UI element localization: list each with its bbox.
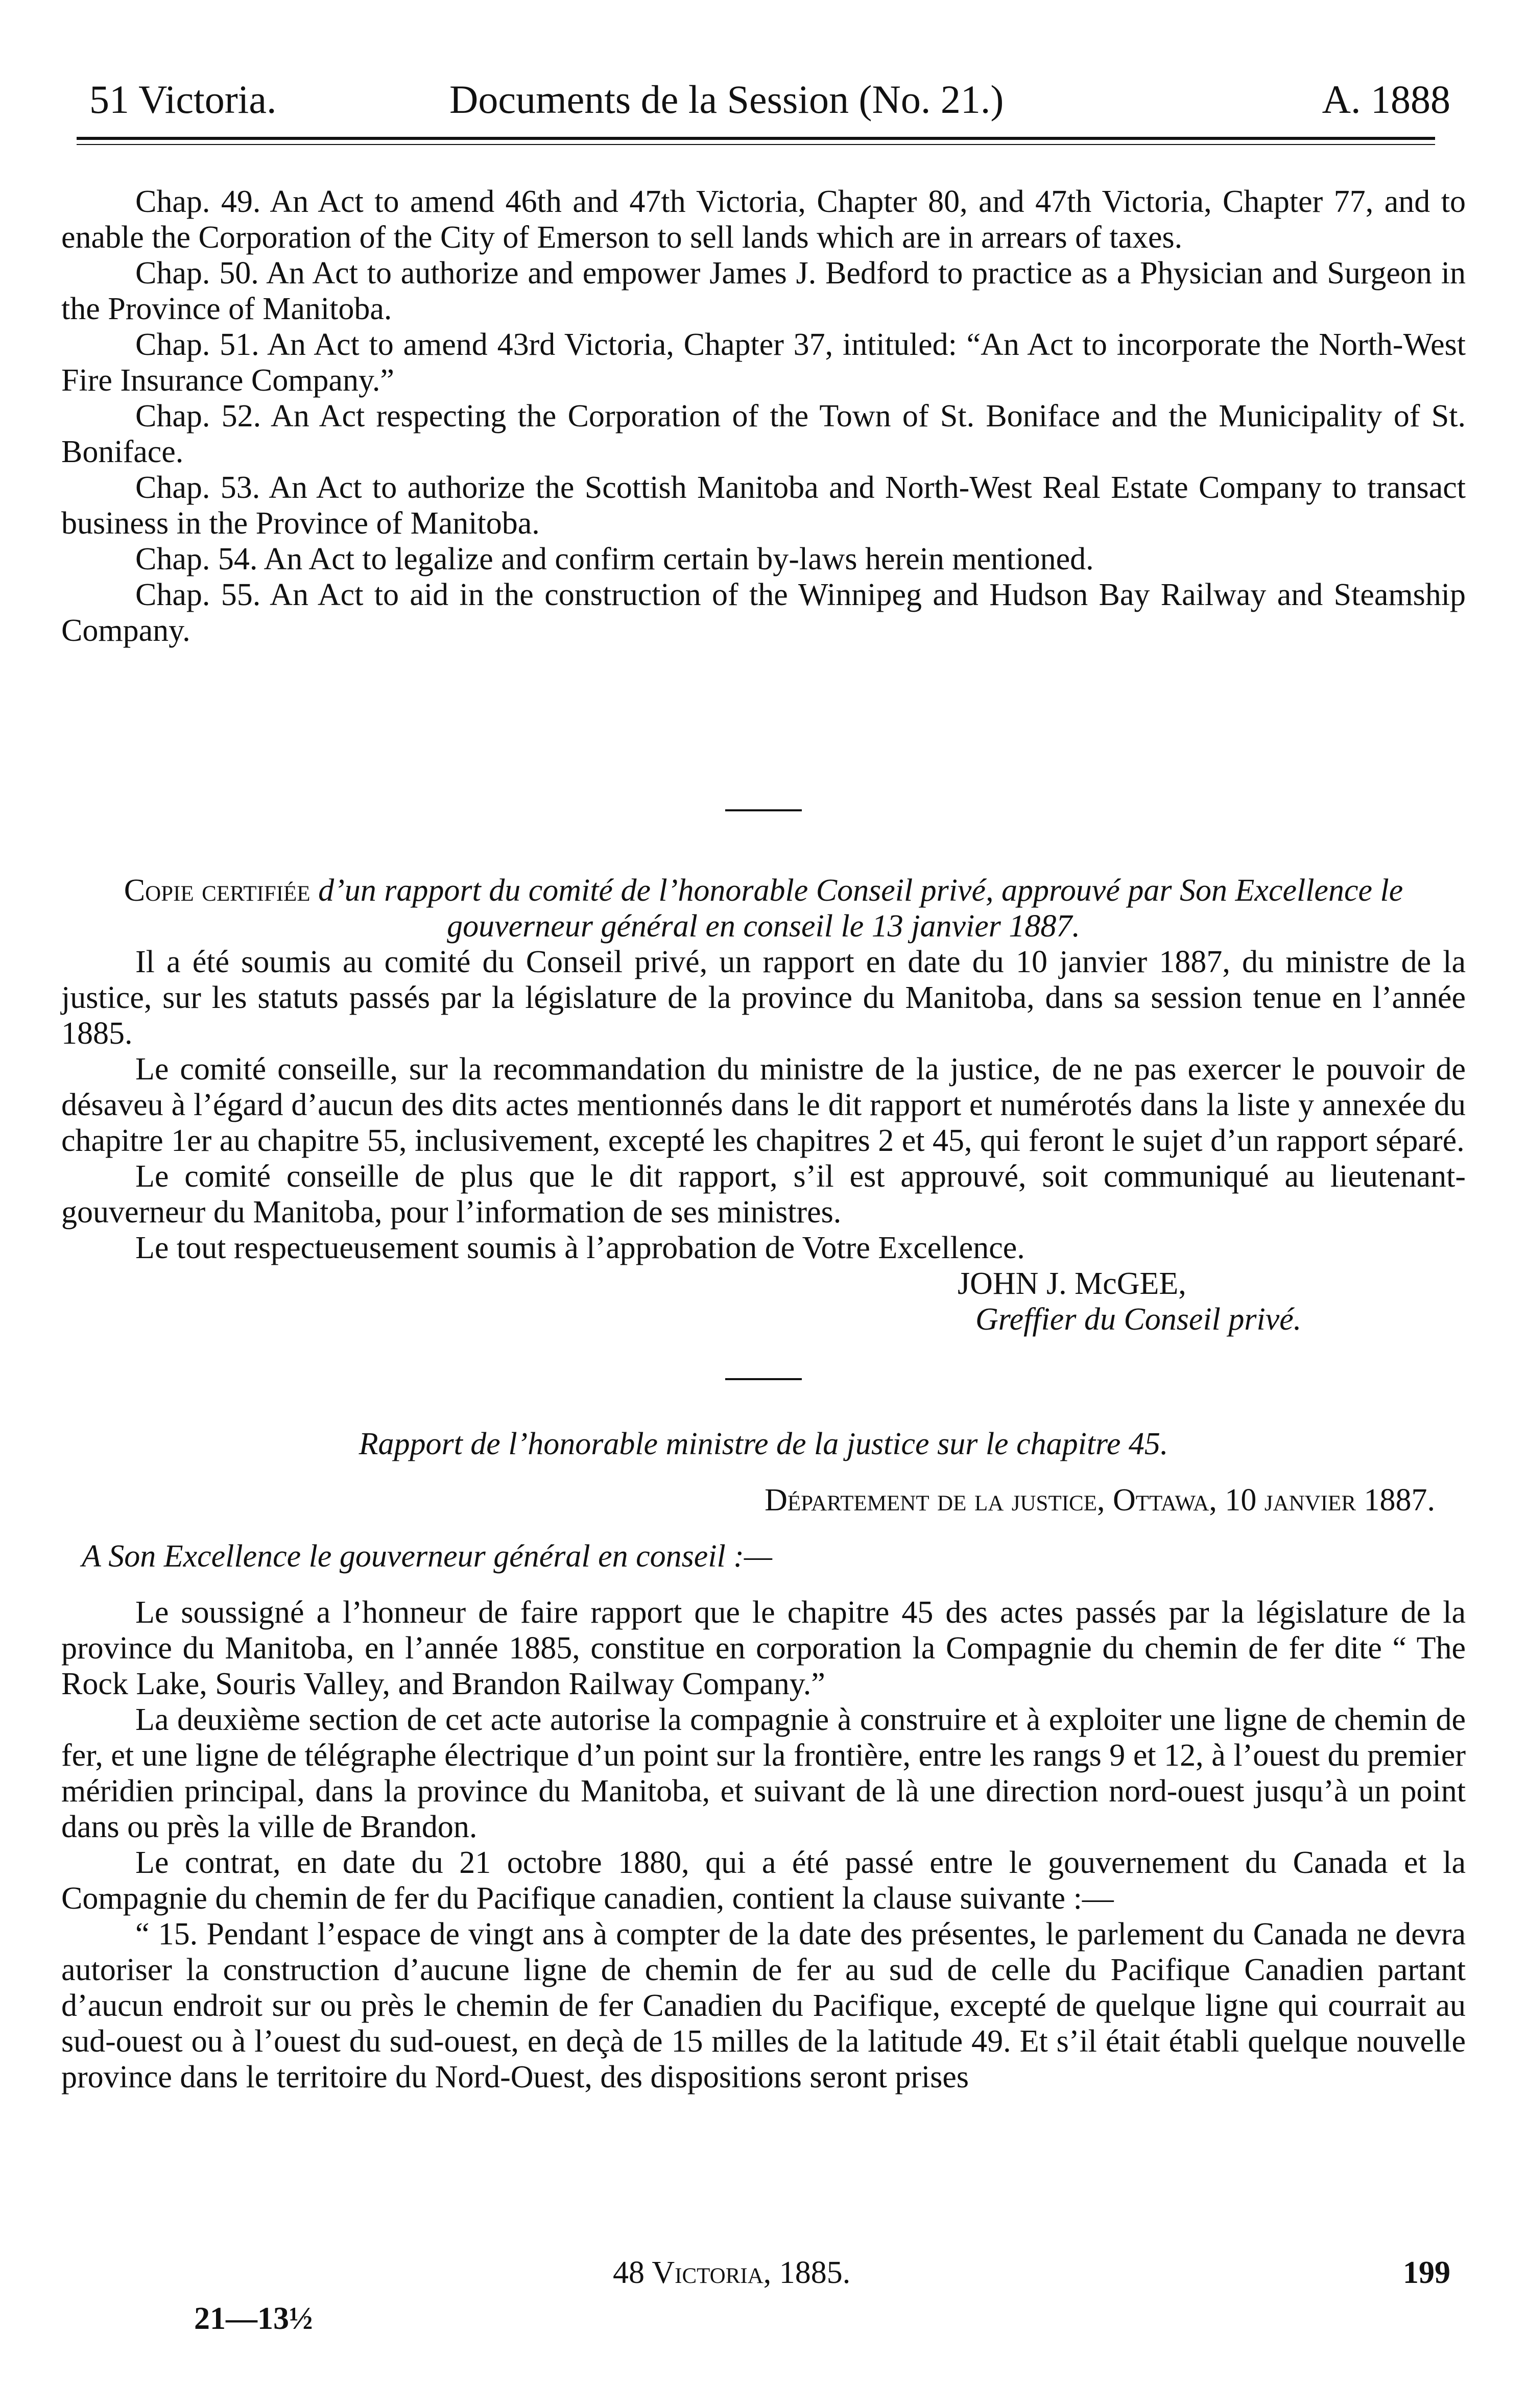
header-year: A. 1888 <box>1322 77 1450 122</box>
footer-statute-year: 48 Victoria, 1885. <box>613 2255 851 2290</box>
body-paragraph: Le tout respectueusement soumis à l’approbation de Votre Excellence. <box>135 1231 1025 1265</box>
header-regnal-year: 51 Victoria. <box>89 77 277 122</box>
signature-name: JOHN J. McGEE, <box>958 1266 1186 1301</box>
page-footer <box>61 2255 1466 2337</box>
certified-copy-heading <box>61 873 1466 944</box>
chapter-entry: Chap. 52. An Act respecting the Corporation of the Town of St. Boniface and the Municipality of St. Boniface. <box>61 399 1466 469</box>
section-divider <box>725 1378 802 1380</box>
chapter-entry: Chap. 51. An Act to amend 43rd Victoria, Chapter 37, intituled: “An Act to incorporate the North-West Fire Insurance Company.” <box>61 327 1466 398</box>
section-divider <box>725 809 802 811</box>
chapter-entry: Chap. 53. An Act to authorize the Scottish Manitoba and North-West Real Estate Company to transact business in the Province of Manitoba. <box>61 470 1466 541</box>
report-title: Rapport de l’honorable ministre de la justice sur le chapitre 45. <box>359 1427 1168 1461</box>
header-rule-thin <box>77 144 1435 145</box>
certified-copy-text: d’un rapport du comité de l’honorable Conseil privé, approuvé par Son Excellence le gouverneur général en conseil le 13 janvier 1887. <box>310 873 1403 944</box>
body-paragraph: Le comité conseille, sur la recommandation du ministre de la justice, de ne pas exercer le pouvoir de désaveu à l’égard d’aucun des dits actes mentionnés dans le dit rapport et numérotés dans la liste y annexée du chapitre 1er au chapitre 55, inclusivement, excepté les chapitres 2 et 45, qui feront le sujet d’un rapport séparé. <box>61 1052 1466 1158</box>
header-rule-thick <box>77 137 1435 140</box>
document-page <box>61 0 1466 2408</box>
signature-mark: 21—13½ <box>194 2301 313 2336</box>
signature-title: Greffier du Conseil privé. <box>975 1302 1302 1337</box>
page-number: 199 <box>1403 2255 1450 2290</box>
chapter-entry: Chap. 55. An Act to aid in the construction of the Winnipeg and Hudson Bay Railway and Steamship Company. <box>61 577 1466 648</box>
header-session-title: Documents de la Session (No. 21.) <box>449 77 1004 122</box>
body-paragraph: La deuxième section de cet acte autorise la compagnie à construire et à exploiter une ligne de chemin de fer, et une ligne de télégraphe électrique d’un point sur la frontière, entre les rangs 9 et 12, à l’ouest du premier méridien principal, dans la province du Manitoba, et suivant de là une direction nord-ouest jusqu’à un point dans ou près la ville de Brandon. <box>61 1702 1466 1844</box>
body-paragraph: Il a été soumis au comité du Conseil privé, un rapport en date du 10 janvier 1887, du ministre de la justice, sur les statuts passés par la législature de la province du Manitoba, dans sa session tenue en l’année 1885. <box>61 945 1466 1051</box>
chapter-entry: Chap. 50. An Act to authorize and empower James J. Bedford to practice as a Physician and Surgeon in the Province of Manitoba. <box>61 256 1466 326</box>
quoted-clause: “ 15. Pendant l’espace de vingt ans à compter de la date des présentes, le parlement du Canada ne devra autoriser la construction d’aucune ligne de chemin de fer au sud de celle du Pacifique Canadien partant d’aucun endroit sur ou près le chemin de fer Canadien du Pacifique, excepté de quelque ligne qui courrait au sud-ouest ou à l’ouest du sud-ouest, en deçà de 15 milles de la latitude 49. Et s’il était établi quelque nouvelle province dans le territoire du Nord-Ouest, des dispositions seront prises <box>61 1917 1466 2094</box>
document-body <box>61 809 1466 2095</box>
running-header <box>61 77 1466 123</box>
chapter-list <box>61 184 1466 648</box>
body-paragraph: Le comité conseille de plus que le dit rapport, s’il est approuvé, soit communiqué au lieutenant-gouverneur du Manitoba, pour l’information de ses ministres. <box>61 1159 1466 1230</box>
chapter-entry: Chap. 49. An Act to amend 46th and 47th Victoria, Chapter 80, and 47th Victoria, Chapter 77, and to enable the Corporation of the City of Emerson to sell lands which are in arrears of taxes. <box>61 184 1466 255</box>
body-paragraph: Le soussigné a l’honneur de faire rapport que le chapitre 45 des actes passés par la législature de la province du Manitoba, en l’année 1885, constitue en corporation la Compagnie du chemin de fer dite “ The Rock Lake, Souris Valley, and Brandon Railway Company.” <box>61 1595 1466 1701</box>
department-dateline: Département de la justice, Ottawa, 10 janvier 1887. <box>765 1483 1435 1518</box>
chapter-entry: Chap. 54. An Act to legalize and confirm certain by-laws herein mentioned. <box>135 542 1094 576</box>
body-paragraph: Le contrat, en date du 21 octobre 1880, qui a été passé entre le gouvernement du Canada et la Compagnie du chemin de fer du Pacifique canadien, contient la clause suivante :— <box>61 1845 1466 1916</box>
salutation: A Son Excellence le gouverneur général en conseil :— <box>82 1539 773 1574</box>
certified-copy-lead: Copie certifiée <box>124 873 311 908</box>
